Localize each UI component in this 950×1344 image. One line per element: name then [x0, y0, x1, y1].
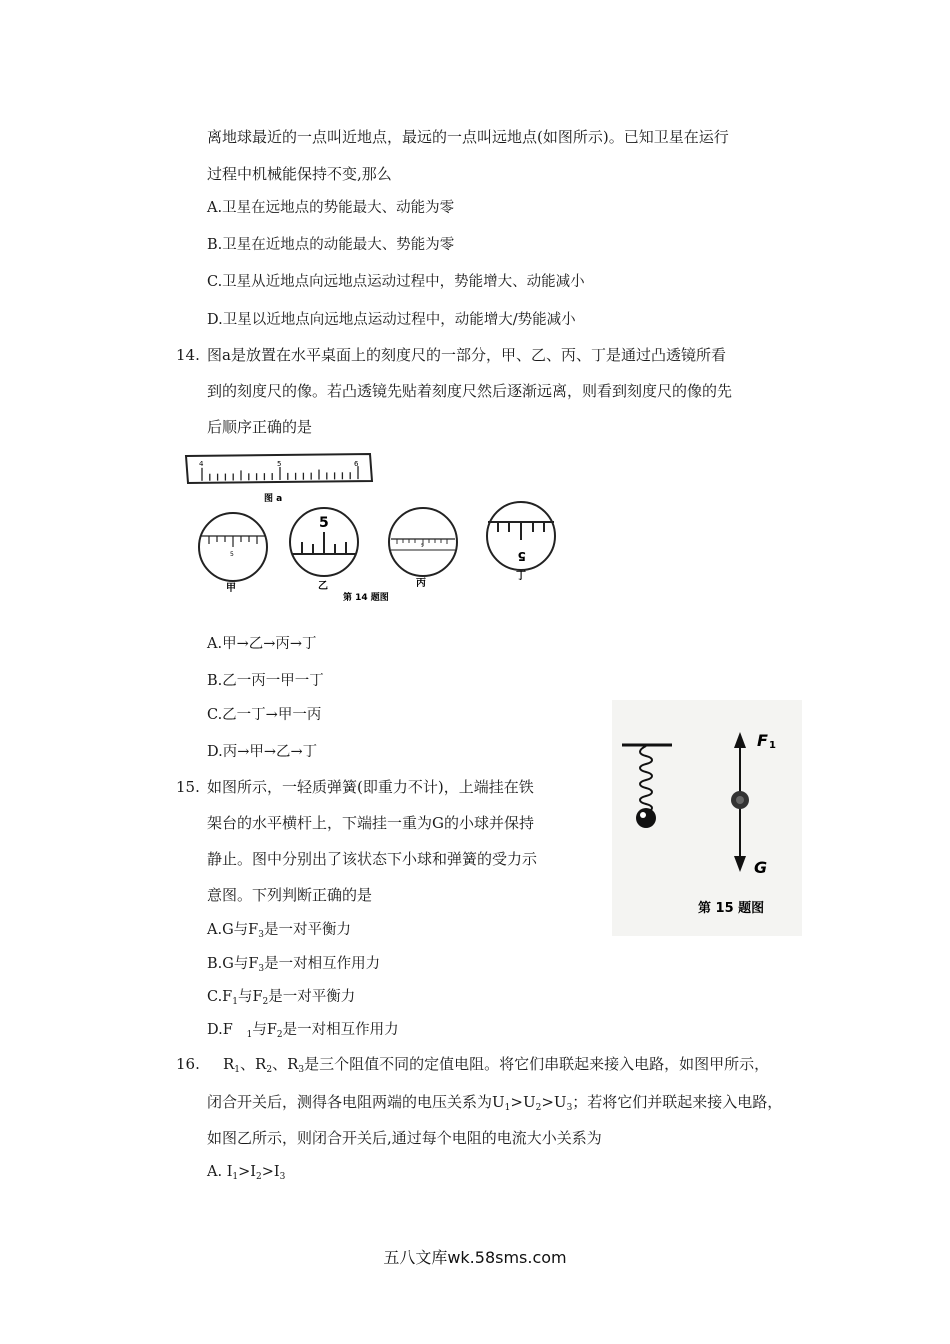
q15-text-line-2: 架台的水平横杆上，下端挂一重为G的小球并保持	[207, 814, 534, 832]
q15-option-b-post: 是一对相互作用力	[264, 956, 381, 972]
q16-l2-s2: 2	[535, 1103, 542, 1113]
q15-option-a-sub: 3	[258, 930, 264, 940]
q15-text-line-4: 意图。下列判断正确的是	[207, 886, 373, 904]
q16-number: 16.	[176, 1055, 200, 1073]
lens-jia-number: 5	[230, 551, 234, 558]
q16-option-a	[207, 1162, 285, 1187]
q16-l1-sep2: 、R	[272, 1055, 299, 1073]
q15-option-d-mid: 与F	[252, 1022, 277, 1038]
q15-figure-caption: 第 15 题图	[698, 901, 765, 916]
q14-option-d: D.丙→甲→乙→丁	[207, 744, 318, 760]
ruler-tick-4: 4	[199, 460, 204, 468]
q15-option-b	[207, 954, 380, 979]
lens-ding	[487, 502, 555, 582]
q16-l2-post: ；若将它们并联起来接入电路，	[572, 1093, 783, 1111]
q15-option-d-sub2: 2	[276, 1030, 283, 1040]
q14-text-line-3: 后顺序正确的是	[207, 418, 313, 436]
q16-opta-s3: 3	[279, 1172, 286, 1182]
q16-opta-m2: >I	[261, 1164, 280, 1180]
q14-number: 14.	[176, 346, 200, 364]
q14-option-c: C.乙一丁→甲一丙	[207, 707, 322, 723]
q13-option-a: A.卫星在远地点的势能最大、动能为零	[207, 200, 455, 216]
q16-l1-s2: 2	[266, 1065, 273, 1075]
q16-l2-pre: 闭合开关后，测得各电阻两端的电压关系为U	[207, 1093, 505, 1111]
q14-text-line-2: 到的刻度尺的像。若凸透镜先贴着刻度尺然后逐渐远离，则看到刻度尺的像的先	[207, 382, 733, 400]
lens-jia-label: 甲	[226, 583, 236, 594]
q15-option-c-pre: C.F	[207, 989, 233, 1005]
q16-text-line-3: 如图乙所示，则闭合开关后,通过每个电阻的电流大小关系为	[207, 1129, 602, 1147]
ruler-tick-6: 6	[354, 460, 359, 468]
q16-l1-r: R	[223, 1055, 235, 1073]
q16-text-line-2	[207, 1092, 782, 1118]
footer-watermark: 五八文库wk.58sms.com	[383, 1248, 567, 1267]
ruler-caption: 图 a	[264, 494, 283, 504]
q13-text-line-2: 过程中机械能保持不变,那么	[207, 165, 392, 183]
q16-opta-m1: >I	[238, 1164, 257, 1180]
q15-option-a-post: 是一对平衡力	[263, 922, 351, 938]
q15-option-a-pre: A.G与F	[207, 922, 259, 938]
q14-option-b: B.乙一丙一甲一丁	[207, 673, 324, 689]
q15-text-line-1: 如图所示，一轻质弹簧(即重力不计)，上端挂在铁	[207, 778, 534, 796]
force-f1-label: F	[757, 731, 768, 750]
q14-option-a: A.甲→乙→丙→丁	[207, 636, 317, 652]
q16-l2-s1: 1	[504, 1103, 511, 1113]
q15-option-b-pre: B.G与F	[207, 956, 259, 972]
lens-jia	[199, 513, 267, 594]
lens-bing-label: 丙	[416, 578, 426, 589]
q14-figure	[176, 446, 576, 606]
q15-number: 15.	[176, 778, 200, 796]
q13-text-line-1: 离地球最近的一点叫近地点，最远的一点叫远地点(如图所示)。已知卫星在运行	[207, 128, 729, 146]
lens-yi-label: 乙	[318, 581, 328, 592]
q16-opta-s2: 2	[256, 1172, 262, 1182]
q15-option-a	[207, 920, 351, 945]
q16-l2-m1: >U	[510, 1093, 536, 1111]
q15-option-c	[207, 987, 355, 1012]
q16-opta-s1: 1	[232, 1172, 239, 1182]
q14-text-line-1: 图a是放置在水平桌面上的刻度尺的一部分，甲、乙、丙、丁是通过凸透镜所看	[207, 346, 726, 364]
q16-text-line-1	[223, 1054, 769, 1080]
q15-option-d	[207, 1020, 399, 1045]
q15-option-c-mid: 与F	[237, 989, 263, 1005]
q16-opta-pre: A. I	[207, 1164, 233, 1180]
q15-text-line-3: 静止。图中分别出了该状态下小球和弹簧的受力示	[207, 850, 538, 868]
lens-yi	[290, 508, 358, 592]
q14-figure-caption: 第 14 题图	[343, 593, 389, 603]
q15-figure	[612, 700, 802, 936]
lens-ding-number: 5	[517, 549, 526, 563]
lens-ding-label: 丁	[516, 571, 526, 582]
q15-option-d-post: 是一对相互作用力	[282, 1022, 399, 1038]
q13-option-d: D.卫星以近地点向远地点运动过程中，动能增大/势能减小	[207, 312, 576, 328]
q13-option-c: C.卫星从近地点向远地点运动过程中，势能增大、动能减小	[207, 274, 585, 290]
q13-option-b: B.卫星在近地点的动能最大、势能为零	[207, 237, 455, 253]
ruler-tick-5: 5	[277, 460, 282, 468]
q15-option-c-sub1: 1	[232, 997, 238, 1007]
force-g-label: G	[754, 858, 768, 877]
lens-yi-number: 5	[319, 515, 329, 531]
q15-option-c-post: 是一对平衡力	[268, 989, 356, 1005]
lens-bing	[389, 508, 457, 589]
q16-l2-s3: 3	[566, 1103, 573, 1113]
q16-l1-post: 是三个阻值不同的定值电阻。将它们串联起来接入电路，如图甲所示，	[304, 1055, 770, 1073]
lens-bing-number: 5	[421, 543, 424, 548]
q16-l1-s3: 3	[298, 1065, 305, 1075]
ruler-figure-a	[186, 454, 372, 483]
q16-l1-s1: 1	[234, 1065, 241, 1075]
q16-l2-m2: >U	[541, 1093, 567, 1111]
q15-option-d-pre: D.F	[207, 1022, 233, 1038]
q15-option-d-sub1: 1	[246, 1030, 253, 1040]
q16-l1-sep1: 、R	[240, 1055, 267, 1073]
q15-option-b-sub: 3	[258, 964, 265, 974]
force-f1-sub: 1	[769, 740, 776, 751]
q15-option-c-sub2: 2	[262, 997, 269, 1007]
